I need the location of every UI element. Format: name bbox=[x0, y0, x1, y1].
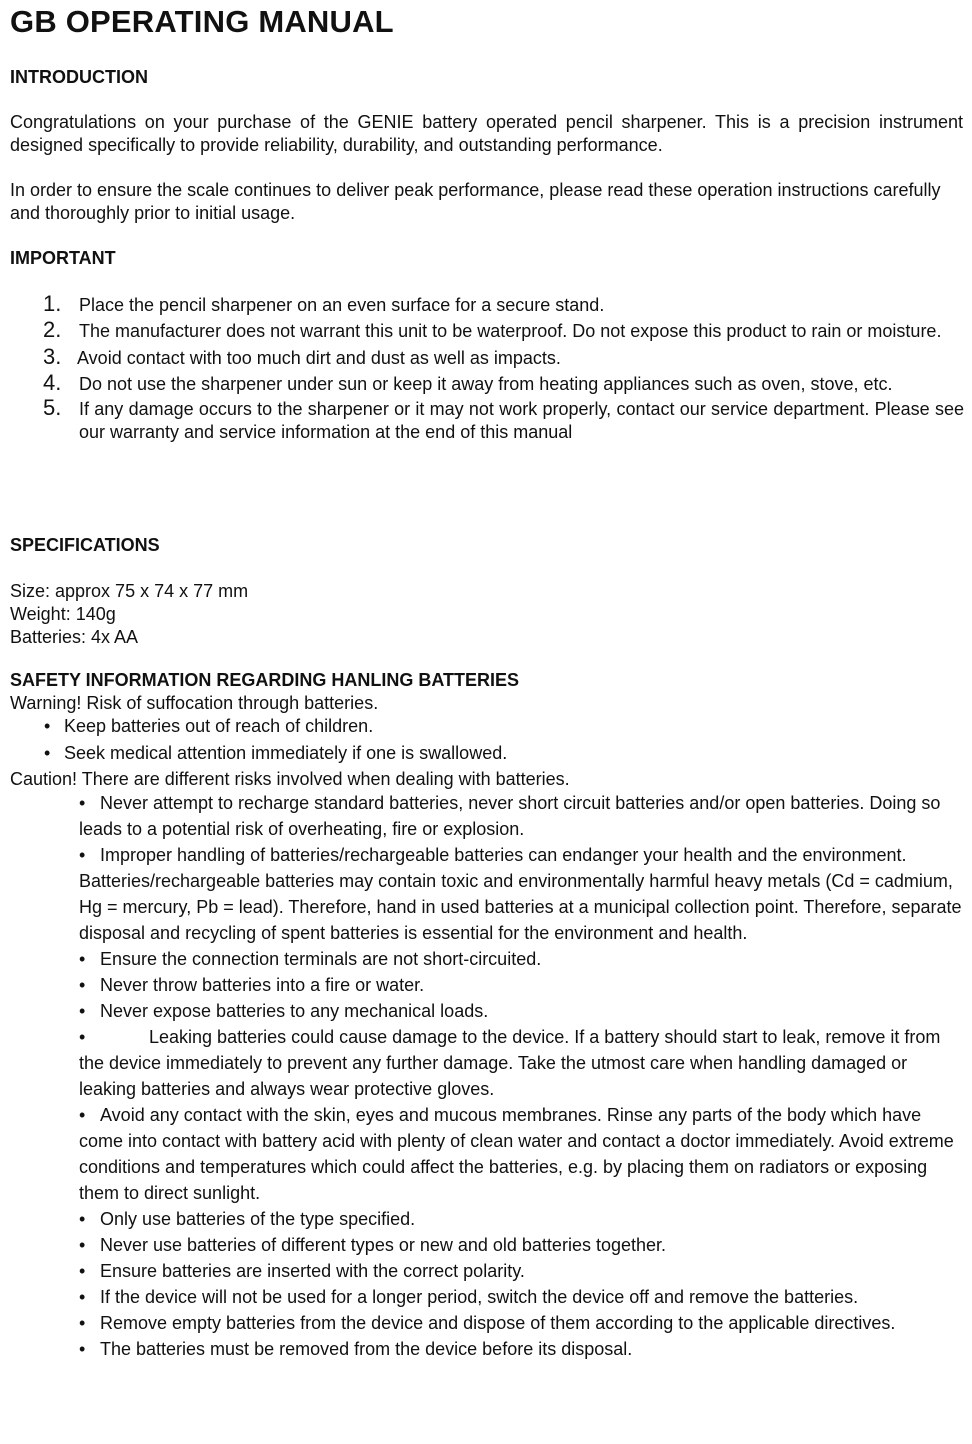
list-item-text: Ensure the connection terminals are not short-circuited. bbox=[100, 949, 542, 969]
list-item-text: Remove empty batteries from the device and dispose of them according to the applicable directives. bbox=[100, 1313, 896, 1333]
list-item bbox=[10, 317, 964, 343]
bullet-icon: • bbox=[79, 975, 86, 995]
list-item bbox=[79, 1258, 964, 1284]
specifications-list bbox=[10, 580, 248, 649]
list-item bbox=[79, 1232, 964, 1258]
page-title: GB OPERATING MANUAL bbox=[10, 4, 394, 39]
list-number: 1. bbox=[43, 291, 62, 316]
bullet-icon: • bbox=[79, 1027, 86, 1047]
list-item bbox=[79, 790, 964, 842]
caution-text: Caution! There are different risks involved when dealing with batteries. bbox=[10, 769, 570, 789]
bullet-icon: • bbox=[44, 743, 51, 763]
spec-size: Size: approx 75 x 74 x 77 mm bbox=[10, 581, 249, 601]
introduction-heading: INTRODUCTION bbox=[10, 67, 148, 87]
list-number: 5. bbox=[43, 395, 62, 420]
list-item bbox=[79, 1284, 964, 1310]
important-heading: IMPORTANT bbox=[10, 248, 116, 268]
list-number: 3. bbox=[43, 344, 62, 369]
list-item-text: Never attempt to recharge standard batteries, never short circuit batteries and/or open batteries. Doing so leads to a potential risk of overheating, fire or explosion. bbox=[79, 793, 941, 839]
list-item bbox=[10, 395, 964, 444]
specifications-heading: SPECIFICATIONS bbox=[10, 535, 160, 555]
list-item-text: Leaking batteries could cause damage to the device. If a battery should start to leak, remove it from the device immediately to prevent any further damage. Take the utmost care when handling damaged or leaking batteries and always wear protective gloves. bbox=[79, 1027, 941, 1099]
list-item-text: Only use batteries of the type specified. bbox=[100, 1209, 416, 1229]
spec-weight: Weight: 140g bbox=[10, 604, 116, 624]
list-item-text: Improper handling of batteries/rechargeable batteries can endanger your health and the environment. Batteries/rechargeable batteries may contain toxic and environmentally harmful heavy metals (Cd = cadmium, Hg = mercury, Pb = lead). Therefore, hand in used batteries at a municipal collection point. Therefore, separate disposal and recycling of spent batteries is essential for the environment and health. bbox=[79, 845, 962, 943]
spec-batteries: Batteries: 4x AA bbox=[10, 627, 139, 647]
list-item-text: Keep batteries out of reach of children. bbox=[64, 716, 374, 736]
list-item bbox=[79, 946, 964, 972]
list-item bbox=[79, 1336, 964, 1362]
intro-paragraph-1: Congratulations on your purchase of the GENIE battery operated pencil sharpener. This is a precision instrument designed specifically to provide reliability, durability, and outstanding performance. bbox=[10, 112, 963, 155]
list-item-text: Place the pencil sharpener on an even surface for a secure stand. bbox=[79, 295, 605, 315]
list-item-text: If any damage occurs to the sharpener or it may not work properly, contact our service department. Please see our warranty and service information at the end of this manual bbox=[79, 399, 964, 442]
list-item-text: The manufacturer does not warrant this unit to be waterproof. Do not expose this product to rain or moisture. bbox=[79, 321, 942, 341]
list-number: 4. bbox=[43, 370, 62, 395]
bullet-icon: • bbox=[79, 949, 86, 969]
bullet-icon: • bbox=[79, 1261, 86, 1281]
bullet-icon: • bbox=[79, 793, 86, 813]
list-item bbox=[10, 344, 964, 370]
list-item-text: Never throw batteries into a fire or water. bbox=[100, 975, 425, 995]
warning-text: Warning! Risk of suffocation through batteries. bbox=[10, 693, 379, 713]
intro-paragraph-2: In order to ensure the scale continues to deliver peak performance, please read these operation instructions carefully and thoroughly prior to initial usage. bbox=[10, 180, 941, 223]
list-item-text: The batteries must be removed from the device before its disposal. bbox=[100, 1339, 633, 1359]
list-item bbox=[10, 370, 964, 396]
bullet-icon: • bbox=[79, 1313, 86, 1333]
list-item bbox=[79, 1024, 964, 1102]
list-item bbox=[10, 291, 964, 317]
list-item bbox=[79, 1206, 964, 1232]
list-item-text: Never use batteries of different types or new and old batteries together. bbox=[100, 1235, 667, 1255]
list-item bbox=[79, 998, 964, 1024]
list-number: 2. bbox=[43, 317, 62, 342]
warning-list bbox=[10, 715, 507, 769]
bullet-icon: • bbox=[79, 1209, 86, 1229]
list-item-text: Avoid contact with too much dirt and dust as well as impacts. bbox=[77, 348, 561, 368]
bullet-icon: • bbox=[44, 716, 51, 736]
list-item-text: Never expose batteries to any mechanical loads. bbox=[100, 1001, 489, 1021]
list-item-text: Avoid any contact with the skin, eyes and mucous membranes. Rinse any parts of the body which have come into contact with battery acid with plenty of clean water and contact a doctor immediately. Avoid extreme conditions and temperatures which could affect the batteries, e.g. by placing them on radiators or exposing them to direct sunlight. bbox=[79, 1105, 954, 1203]
list-item-text: Ensure batteries are inserted with the correct polarity. bbox=[100, 1261, 525, 1281]
list-item bbox=[10, 742, 507, 765]
bullet-icon: • bbox=[79, 845, 86, 865]
list-item bbox=[79, 842, 964, 946]
bullet-icon: • bbox=[79, 1105, 86, 1125]
list-item bbox=[79, 1102, 964, 1206]
bullet-icon: • bbox=[79, 1339, 86, 1359]
list-item bbox=[10, 715, 507, 738]
list-item-text: If the device will not be used for a longer period, switch the device off and remove the batteries. bbox=[100, 1287, 859, 1307]
bullet-icon: • bbox=[79, 1235, 86, 1255]
list-item-text: Seek medical attention immediately if one is swallowed. bbox=[64, 743, 508, 763]
list-item bbox=[79, 1310, 964, 1336]
caution-list bbox=[79, 790, 964, 1362]
bullet-icon: • bbox=[79, 1001, 86, 1021]
important-list bbox=[10, 291, 964, 444]
list-item bbox=[79, 972, 964, 998]
safety-heading: SAFETY INFORMATION REGARDING HANLING BATTERIES bbox=[10, 670, 520, 690]
bullet-icon: • bbox=[79, 1287, 86, 1307]
list-item-text: Do not use the sharpener under sun or keep it away from heating appliances such as oven, stove, etc. bbox=[79, 374, 893, 394]
